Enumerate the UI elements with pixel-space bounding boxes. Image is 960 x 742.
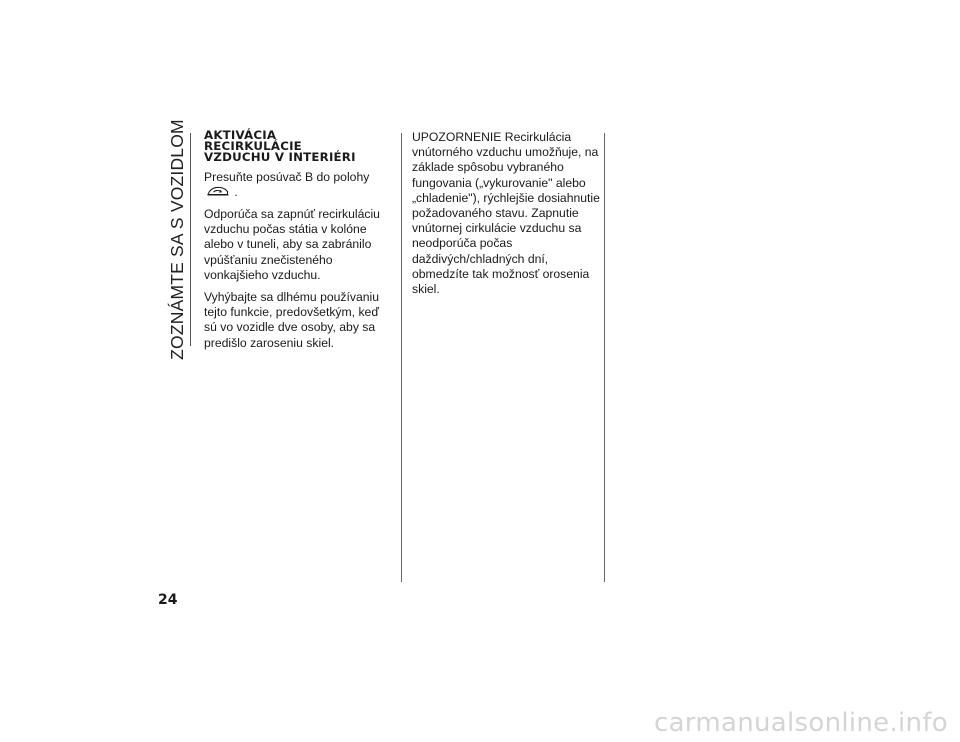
section-title-rule — [190, 133, 191, 346]
instruction-paragraph — [204, 170, 394, 200]
heading-line-2: RECIRKULÁCIE — [204, 139, 302, 154]
left-column — [204, 130, 394, 358]
recommendation-paragraph: Odporúča sa zapnúť recirkuláciu vzduchu počas státia v kolóne alebo v tuneli, aby sa zabránilo vpúšťaniu znečisteného vonkajšieho vzduchu. — [204, 207, 380, 282]
section-title-text: ZOZNÁMTE SA S VOZIDLOM — [166, 119, 187, 360]
heading-line-1: AKTIVÁCIA — [204, 128, 277, 142]
column-divider-right — [604, 133, 605, 582]
air-recirculation-icon — [206, 185, 230, 197]
right-column — [412, 130, 600, 304]
page-number: 24 — [158, 592, 178, 608]
section-title-vertical — [164, 119, 190, 360]
section-heading — [204, 130, 394, 164]
warning-paragraph: UPOZORNENIE Recirkulácia vnútorného vzduchu umožňuje, na základe spôsobu vybraného fungovania („vykurovanie" alebo „chladenie"), rýchlejšie dosiahnutie požadovaného stavu. Zapnutie vnútornej cirkulácie vzduchu sa neodporúča počas daždivých/chladných dní, obmedzíte tak možnosť orosenia skiel. — [412, 130, 600, 297]
instruction-text: Presuňte posúvač B do polohy — [204, 169, 370, 184]
instruction-period: . — [234, 184, 238, 199]
heading-line-3: VZDUCHU V INTERIÉRI — [204, 150, 356, 165]
column-divider-middle — [401, 133, 402, 582]
watermark: carmanualsonline.info — [653, 708, 948, 738]
caution-paragraph: Vyhýbajte sa dlhému používaniu tejto funkcie, predovšetkým, keď sú vo vozidle dve osoby, aby sa predišlo zaroseniu skiel. — [204, 290, 380, 350]
